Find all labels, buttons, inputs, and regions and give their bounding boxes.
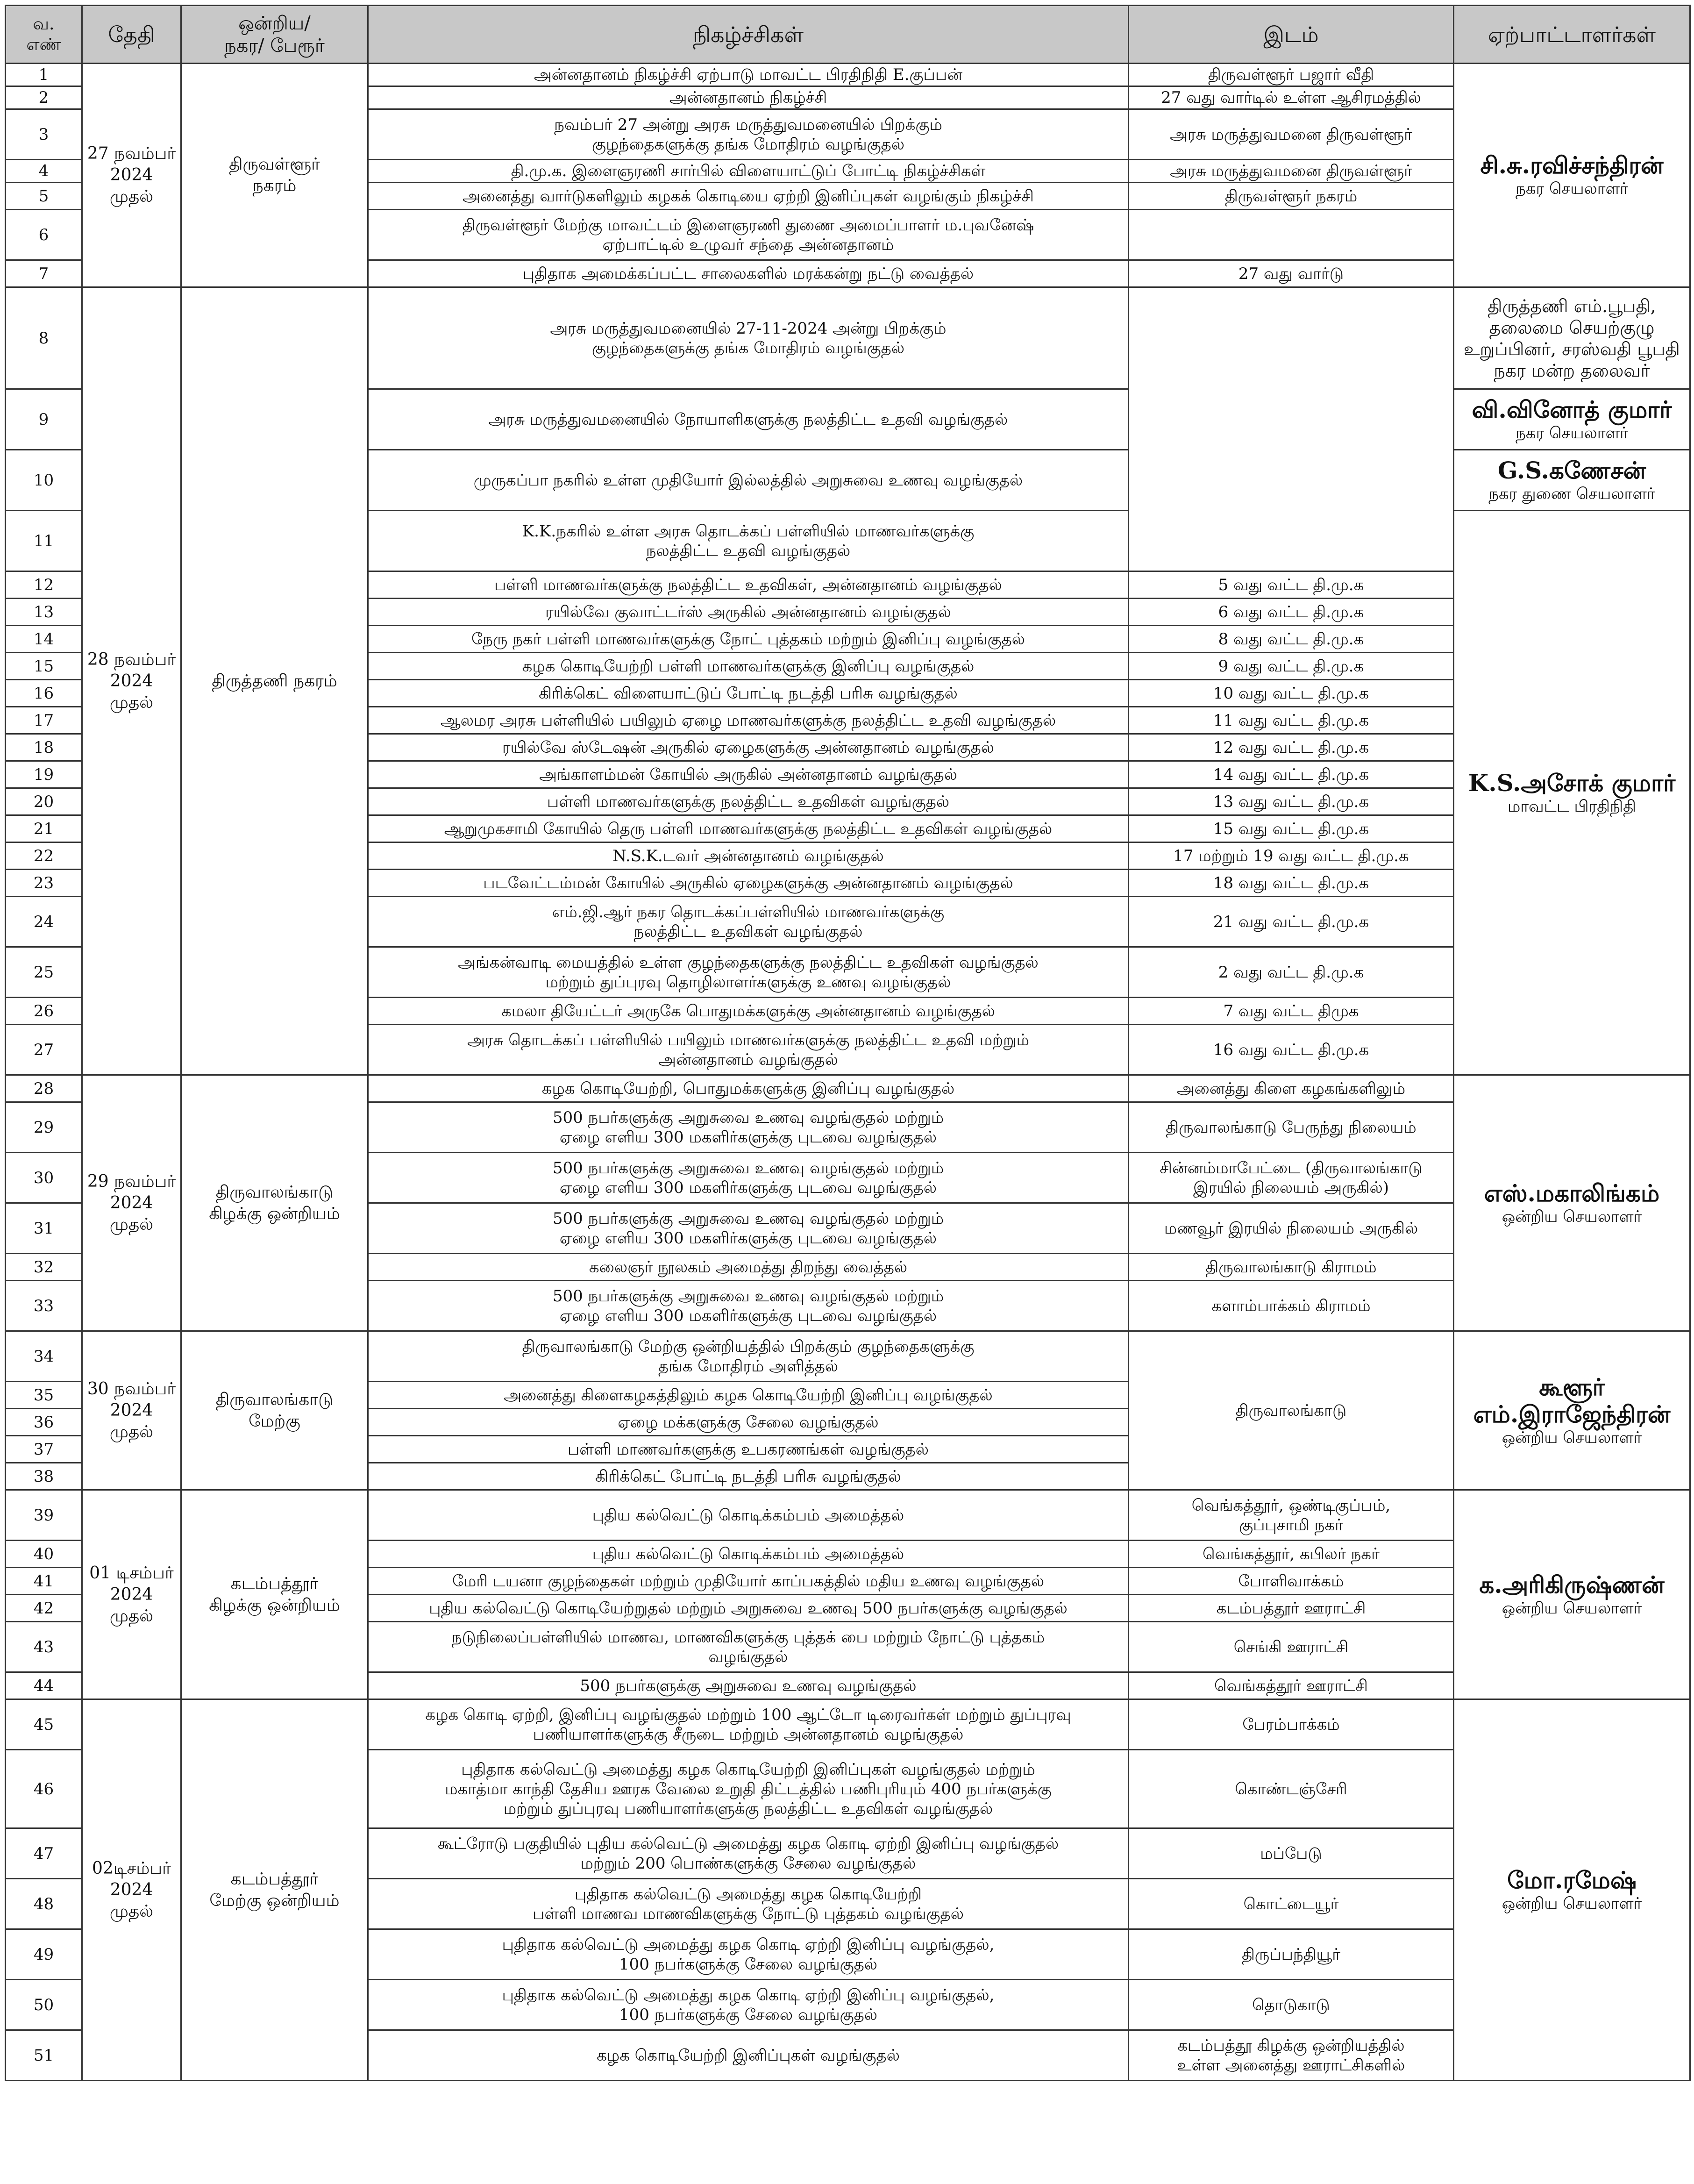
serial-number-cell: 31 [6,1203,82,1254]
place-cell: வெங்கத்தூர், ஒண்டிகுப்பம், குப்புசாமி நகர் [1129,1490,1454,1541]
event-cell: நவம்பர் 27 அன்று அரசு மருத்துவமனையில் பிறக்கும் குழந்தைகளுக்கு தங்க மோதிரம் வழங்குதல் [368,109,1129,160]
serial-number-cell: 46 [6,1750,82,1828]
serial-number-cell: 6 [6,210,82,260]
event-cell: ஆறுமுகசாமி கோயில் தெரு பள்ளி மாணவர்களுக்கு நலத்திட்ட உதவிகள் வழங்குதல் [368,815,1129,842]
event-cell: படவேட்டம்மன் கோயில் அருகில் ஏழைகளுக்கு அன்னதானம் வழங்குதல் [368,870,1129,897]
event-cell: புதிய கல்வெட்டு கொடியேற்றுதல் மற்றும் அறுசுவை உணவு 500 நபர்களுக்கு வழங்குதல் [368,1595,1129,1622]
event-cell: புதிதாக கல்வெட்டு அமைத்து கழக கொடியேற்றி இனிப்புகள் வழங்குதல் மற்றும் மகாத்மா காந்தி தேசிய ஊரக வேலை உறுதி திட்டத்தில் பணிபுரியும் 400 நபர்களுக்கு மற்றும் துப்புரவு பணியாளர்களுக்கு நலத்திட்ட உதவிகள் வழங்குதல் [368,1750,1129,1828]
event-cell: அரசு தொடக்கப் பள்ளியில் பயிலும் மாணவர்களுக்கு நலத்திட்ட உதவி மற்றும் அன்னதானம் வழங்குதல் [368,1025,1129,1075]
place-cell: செங்கி ஊராட்சி [1129,1622,1454,1672]
place-cell: 18 வது வட்ட தி.மு.க [1129,870,1454,897]
organizer-cell [1454,389,1690,450]
event-cell: ஆலமர அரசு பள்ளியில் பயிலும் ஏழை மாணவர்களுக்கு நலத்திட்ட உதவி வழங்குதல் [368,707,1129,734]
place-cell: சின்னம்மாபேட்டை (திருவாலங்காடு இரயில் நிலையம் அருகில்) [1129,1153,1454,1203]
event-cell: பள்ளி மாணவர்களுக்கு உபகரணங்கள் வழங்குதல் [368,1436,1129,1463]
serial-number-cell: 44 [6,1672,82,1699]
place-cell: 10 வது வட்ட தி.மு.க [1129,680,1454,707]
event-cell: N.S.K.டவர் அன்னதானம் வழங்குதல் [368,842,1129,870]
serial-number-cell: 4 [6,160,82,183]
place-cell: கடம்பத்தூ கிழக்கு ஒன்றியத்தில் உள்ள அனைத்து ஊராட்சிகளில் [1129,2030,1454,2081]
place-cell: கொட்டையூர் [1129,1879,1454,1929]
event-cell: அரசு மருத்துவமனையில் 27-11-2024 அன்று பிறக்கும் குழந்தைகளுக்கு தங்க மோதிரம் வழங்குதல் [368,287,1129,389]
serial-number-cell: 2 [6,86,82,109]
place-cell [1129,287,1454,571]
area-cell: திருவாலங்காடு மேற்கு [181,1331,368,1490]
place-cell: திருவாலங்காடு கிராமம் [1129,1254,1454,1281]
event-cell: முருகப்பா நகரில் உள்ள முதியோர் இல்லத்தில் அறுசுவை உணவு வழங்குதல் [368,450,1129,511]
serial-number-cell: 36 [6,1409,82,1436]
serial-number-cell: 14 [6,626,82,653]
serial-number-cell: 13 [6,599,82,626]
event-cell: K.K.நகரில் உள்ள அரசு தொடக்கப் பள்ளியில் மாணவர்களுக்கு நலத்திட்ட உதவி வழங்குதல் [368,511,1129,571]
area-cell: திருவாலங்காடு கிழக்கு ஒன்றியம் [181,1075,368,1331]
area-cell: கடம்பத்தூர் மேற்கு ஒன்றியம் [181,1699,368,2081]
serial-number-cell: 33 [6,1281,82,1331]
place-cell: 21 வது வட்ட தி.மு.க [1129,897,1454,947]
serial-number-cell: 18 [6,734,82,761]
serial-number-cell: 20 [6,788,82,815]
organizer-name: எஸ்.மகாலிங்கம் [1484,1179,1660,1207]
organizer-cell [1454,1331,1690,1490]
area-cell: திருத்தணி நகரம் [181,287,368,1075]
event-cell: புதிய கல்வெட்டு கொடிக்கம்பம் அமைத்தல் [368,1490,1129,1541]
serial-number-cell: 1 [6,64,82,86]
serial-number-cell: 17 [6,707,82,734]
organizer-cell [1454,287,1690,389]
event-cell: கிரிக்கெட் போட்டி நடத்தி பரிசு வழங்குதல் [368,1463,1129,1490]
event-cell: கலைஞர் நூலகம் அமைத்து திறந்து வைத்தல் [368,1254,1129,1281]
organizer-role: மாவட்ட பிரதிநிதி [1507,797,1637,816]
place-cell [1129,210,1454,260]
place-cell: அனைத்து கிளை கழகங்களிலும் [1129,1075,1454,1102]
serial-number-cell: 16 [6,680,82,707]
event-cell: புதிதாக கல்வெட்டு அமைத்து கழக கொடி ஏற்றி இனிப்பு வழங்குதல், 100 நபர்களுக்கு சேலை வழங்குதல் [368,1980,1129,2030]
organizer-role: நகர செயலாளர் [1516,423,1628,443]
header-organizer: ஏற்பாட்டாளர்கள் [1454,6,1690,64]
event-cell: அன்னதானம் நிகழ்ச்சி [368,86,1129,109]
date-cell: 30 நவம்பர் 2024 முதல் [82,1331,181,1490]
organizer-role: ஒன்றிய செயலாளர் [1502,1207,1642,1226]
place-cell: கொண்டஞ்சேரி [1129,1750,1454,1828]
event-cell: ரயில்வே ஸ்டேஷன் அருகில் ஏழைகளுக்கு அன்னதானம் வழங்குதல் [368,734,1129,761]
place-cell: 17 மற்றும் 19 வது வட்ட தி.மு.க [1129,842,1454,870]
organizer-name: G.S.கணேசன் [1497,456,1646,484]
organizer-cell [1454,1490,1690,1699]
event-cell: அரசு மருத்துவமனையில் நோயாளிகளுக்கு நலத்திட்ட உதவி வழங்குதல் [368,389,1129,450]
organizer-name: மோ.ரமேஷ் [1507,1866,1637,1894]
place-cell: திருவள்ளூர் நகரம் [1129,183,1454,210]
event-cell: நடுநிலைப்பள்ளியில் மாணவ, மாணவிகளுக்கு புத்தக் பை மற்றும் நோட்டு புத்தகம் வழங்குதல் [368,1622,1129,1672]
document-page [5,5,1691,2081]
event-cell: 500 நபர்களுக்கு அறுசுவை உணவு வழங்குதல் [368,1672,1129,1699]
event-cell: கழக கொடியேற்றி, பொதுமக்களுக்கு இனிப்பு வழங்குதல் [368,1075,1129,1102]
organizer-cell [1454,1075,1690,1331]
serial-number-cell: 15 [6,653,82,680]
place-cell: மப்பேடு [1129,1828,1454,1879]
serial-number-cell: 48 [6,1879,82,1929]
header-area: ஒன்றிய/ நகர/ பேரூர் [181,6,368,64]
place-cell: 7 வது வட்ட திமுக [1129,998,1454,1025]
serial-number-cell: 45 [6,1699,82,1750]
event-cell: புதிதாக அமைக்கப்பட்ட சாலைகளில் மரக்கன்று நட்டு வைத்தல் [368,260,1129,287]
organizer-name: K.S.அசோக் குமார் [1468,769,1676,797]
serial-number-cell: 12 [6,571,82,599]
place-cell: அரசு மருத்துவமனை திருவள்ளூர் [1129,109,1454,160]
header-events: நிகழ்ச்சிகள் [368,6,1129,64]
date-cell: 29 நவம்பர் 2024 முதல் [82,1075,181,1331]
place-cell: 8 வது வட்ட தி.மு.க [1129,626,1454,653]
event-cell: தி.மு.க. இளைஞரணி சார்பில் விளையாட்டுப் போட்டி நிகழ்ச்சிகள் [368,160,1129,183]
serial-number-cell: 32 [6,1254,82,1281]
event-cell: திருவாலங்காடு மேற்கு ஒன்றியத்தில் பிறக்கும் குழந்தைகளுக்கு தங்க மோதிரம் அளித்தல் [368,1331,1129,1382]
table-body [6,64,1690,2081]
organizer-name: திருத்தணி எம்.பூபதி, தலைமை செயற்குழு உறுப்பினர், சரஸ்வதி பூபதி நகர மன்ற தலைவர் [1464,295,1680,381]
organizer-role: நகர செயலாளர் [1516,179,1628,198]
event-cell: 500 நபர்களுக்கு அறுசுவை உணவு வழங்குதல் மற்றும் ஏழை எளிய 300 மகளிர்களுக்கு புடவை வழங்குதல் [368,1281,1129,1331]
place-cell: 11 வது வட்ட தி.மு.க [1129,707,1454,734]
serial-number-cell: 37 [6,1436,82,1463]
event-cell: பள்ளி மாணவர்களுக்கு நலத்திட்ட உதவிகள், அன்னதானம் வழங்குதல் [368,571,1129,599]
event-cell: ஏழை மக்களுக்கு சேலை வழங்குதல் [368,1409,1129,1436]
place-cell: திருப்பந்தியூர் [1129,1929,1454,1980]
serial-number-cell: 10 [6,450,82,511]
place-cell: கடம்பத்தூர் ஊராட்சி [1129,1595,1454,1622]
place-cell: திருவள்ளூர் பஜார் வீதி [1129,64,1454,86]
event-cell: கிரிக்கெட் விளையாட்டுப் போட்டி நடத்தி பரிசு வழங்குதல் [368,680,1129,707]
event-cell: திருவள்ளூர் மேற்கு மாவட்டம் இளைஞரணி துணை அமைப்பாளர் ம.புவனேஷ் ஏற்பாட்டில் உழுவர் சந்தை அன்னதானம் [368,210,1129,260]
serial-number-cell: 39 [6,1490,82,1541]
event-cell: அனைத்து வார்டுகளிலும் கழகக் கொடியை ஏற்றி இனிப்புகள் வழங்கும் நிகழ்ச்சி [368,183,1129,210]
events-table [5,5,1691,2081]
place-cell: 2 வது வட்ட தி.மு.க [1129,947,1454,998]
serial-number-cell: 43 [6,1622,82,1672]
serial-number-cell: 34 [6,1331,82,1382]
serial-number-cell: 29 [6,1102,82,1153]
place-cell: பேரம்பாக்கம் [1129,1699,1454,1750]
place-cell: களாம்பாக்கம் கிராமம் [1129,1281,1454,1331]
event-cell: புதிதாக கல்வெட்டு அமைத்து கழக கொடி ஏற்றி இனிப்பு வழங்குதல், 100 நபர்களுக்கு சேலை வழங்குதல் [368,1929,1129,1980]
date-cell: 28 நவம்பர் 2024 முதல் [82,287,181,1075]
table-row [6,64,1690,86]
header-row [6,6,1690,64]
serial-number-cell: 25 [6,947,82,998]
organizer-role: நகர துணை செயலாளர் [1488,484,1655,503]
place-cell: 6 வது வட்ட தி.மு.க [1129,599,1454,626]
event-cell: புதிதாக கல்வெட்டு அமைத்து கழக கொடியேற்றி பள்ளி மாணவ மாணவிகளுக்கு நோட்டு புத்தகம் வழங்குதல் [368,1879,1129,1929]
organizer-cell [1454,511,1690,1075]
header-date: தேதி [82,6,181,64]
organizer-name: சி.சு.ரவிச்சந்திரன் [1480,151,1664,179]
serial-number-cell: 50 [6,1980,82,2030]
place-cell: திருவாலங்காடு பேருந்து நிலையம் [1129,1102,1454,1153]
serial-number-cell: 23 [6,870,82,897]
organizer-name: வி.வினோத் குமார் [1472,395,1672,423]
serial-number-cell: 28 [6,1075,82,1102]
place-cell: 15 வது வட்ட தி.மு.க [1129,815,1454,842]
event-cell: அன்னதானம் நிகழ்ச்சி ஏற்பாடு மாவட்ட பிரதிநிதி E.குப்பன் [368,64,1129,86]
place-cell: 16 வது வட்ட தி.மு.க [1129,1025,1454,1075]
header-sn: வ. எண் [6,6,82,64]
serial-number-cell: 9 [6,389,82,450]
serial-number-cell: 41 [6,1568,82,1595]
organizer-role: ஒன்றிய செயலாளர் [1502,1894,1642,1913]
serial-number-cell: 26 [6,998,82,1025]
place-cell: 9 வது வட்ட தி.மு.க [1129,653,1454,680]
event-cell: நேரு நகர் பள்ளி மாணவர்களுக்கு நோட் புத்தகம் மற்றும் இனிப்பு வழங்குதல் [368,626,1129,653]
place-cell: 5 வது வட்ட தி.மு.க [1129,571,1454,599]
event-cell: பள்ளி மாணவர்களுக்கு நலத்திட்ட உதவிகள் வழங்குதல் [368,788,1129,815]
serial-number-cell: 7 [6,260,82,287]
date-cell: 02டிசம்பர் 2024 முதல் [82,1699,181,2081]
place-cell: 12 வது வட்ட தி.மு.க [1129,734,1454,761]
place-cell: அரசு மருத்துவமனை திருவள்ளூர் [1129,160,1454,183]
header-place: இடம் [1129,6,1454,64]
serial-number-cell: 38 [6,1463,82,1490]
table-row [6,1331,1690,1382]
serial-number-cell: 47 [6,1828,82,1879]
organizer-cell [1454,64,1690,287]
table-row [6,1075,1690,1102]
serial-number-cell: 35 [6,1382,82,1409]
event-cell: எம்.ஜி.ஆர் நகர தொடக்கப்பள்ளியில் மாணவர்களுக்கு நலத்திட்ட உதவிகள் வழங்குதல் [368,897,1129,947]
serial-number-cell: 8 [6,287,82,389]
event-cell: 500 நபர்களுக்கு அறுசுவை உணவு வழங்குதல் மற்றும் ஏழை எளிய 300 மகளிர்களுக்கு புடவை வழங்குதல் [368,1102,1129,1153]
area-cell: திருவள்ளூர் நகரம் [181,64,368,287]
serial-number-cell: 30 [6,1153,82,1203]
place-cell: 27 வது வார்டு [1129,260,1454,287]
serial-number-cell: 3 [6,109,82,160]
place-cell: 13 வது வட்ட தி.மு.க [1129,788,1454,815]
event-cell: புதிய கல்வெட்டு கொடிக்கம்பம் அமைத்தல் [368,1541,1129,1568]
serial-number-cell: 51 [6,2030,82,2081]
event-cell: கழக கொடியேற்றி இனிப்புகள் வழங்குதல் [368,2030,1129,2081]
event-cell: அங்காளம்மன் கோயில் அருகில் அன்னதானம் வழங்குதல் [368,761,1129,788]
table-row [6,287,1690,389]
organizer-name: க.அரிகிருஷ்ணன் [1479,1570,1665,1599]
place-cell: தொடுகாடு [1129,1980,1454,2030]
serial-number-cell: 11 [6,511,82,571]
organizer-cell [1454,450,1690,511]
serial-number-cell: 19 [6,761,82,788]
event-cell: 500 நபர்களுக்கு அறுசுவை உணவு வழங்குதல் மற்றும் ஏழை எளிய 300 மகளிர்களுக்கு புடவை வழங்குதல் [368,1203,1129,1254]
serial-number-cell: 42 [6,1595,82,1622]
event-cell: அனைத்து கிளைகழகத்திலும் கழக கொடியேற்றி இனிப்பு வழங்குதல் [368,1382,1129,1409]
serial-number-cell: 5 [6,183,82,210]
serial-number-cell: 22 [6,842,82,870]
organizer-name: கூளூர் எம்.இராஜேந்திரன் [1473,1373,1671,1428]
place-cell: மணவூர் இரயில் நிலையம் அருகில் [1129,1203,1454,1254]
event-cell: கமலா தியேட்டர் அருகே பொதுமக்களுக்கு அன்னதானம் வழங்குதல் [368,998,1129,1025]
serial-number-cell: 21 [6,815,82,842]
place-cell: 14 வது வட்ட தி.மு.க [1129,761,1454,788]
place-cell: வெங்கத்தூர் ஊராட்சி [1129,1672,1454,1699]
place-cell: போளிவாக்கம் [1129,1568,1454,1595]
organizer-role: ஒன்றிய செயலாளர் [1502,1599,1642,1618]
event-cell: கழக கொடி ஏற்றி, இனிப்பு வழங்குதல் மற்றும் 100 ஆட்டோ டிரைவர்கள் மற்றும் துப்புரவு பணியாளர்களுக்கு சீருடை மற்றும் அன்னதானம் வழங்குதல் [368,1699,1129,1750]
event-cell: அங்கன்வாடி மையத்தில் உள்ள குழந்தைகளுக்கு நலத்திட்ட உதவிகள் வழங்குதல் மற்றும் துப்புரவு தொழிலாளர்களுக்கு உணவு வழங்குதல் [368,947,1129,998]
event-cell: ரயில்வே குவாட்டர்ஸ் அருகில் அன்னதானம் வழங்குதல் [368,599,1129,626]
serial-number-cell: 40 [6,1541,82,1568]
place-cell: திருவாலங்காடு [1129,1331,1454,1490]
organizer-cell [1454,1699,1690,2081]
serial-number-cell: 49 [6,1929,82,1980]
organizer-role: ஒன்றிய செயலாளர் [1502,1428,1642,1447]
table-row [6,1490,1690,1541]
area-cell: கடம்பத்தூர் கிழக்கு ஒன்றியம் [181,1490,368,1699]
date-cell: 01 டிசம்பர் 2024 முதல் [82,1490,181,1699]
table-row [6,1699,1690,1750]
serial-number-cell: 24 [6,897,82,947]
serial-number-cell: 27 [6,1025,82,1075]
event-cell: 500 நபர்களுக்கு அறுசுவை உணவு வழங்குதல் மற்றும் ஏழை எளிய 300 மகளிர்களுக்கு புடவை வழங்குதல் [368,1153,1129,1203]
event-cell: கழக கொடியேற்றி பள்ளி மாணவர்களுக்கு இனிப்பு வழங்குதல் [368,653,1129,680]
event-cell: கூட்ரோடு பகுதியில் புதிய கல்வெட்டு அமைத்து கழக கொடி ஏற்றி இனிப்பு வழங்குதல் மற்றும் 200 பொண்களுக்கு சேலை வழங்குதல் [368,1828,1129,1879]
date-cell: 27 நவம்பர் 2024 முதல் [82,64,181,287]
place-cell: வெங்கத்தூர், கபிலர் நகர் [1129,1541,1454,1568]
event-cell: மேரி டயனா குழந்தைகள் மற்றும் முதியோர் காப்பகத்தில் மதிய உணவு வழங்குதல் [368,1568,1129,1595]
place-cell: 27 வது வார்டில் உள்ள ஆசிரமத்தில் [1129,86,1454,109]
